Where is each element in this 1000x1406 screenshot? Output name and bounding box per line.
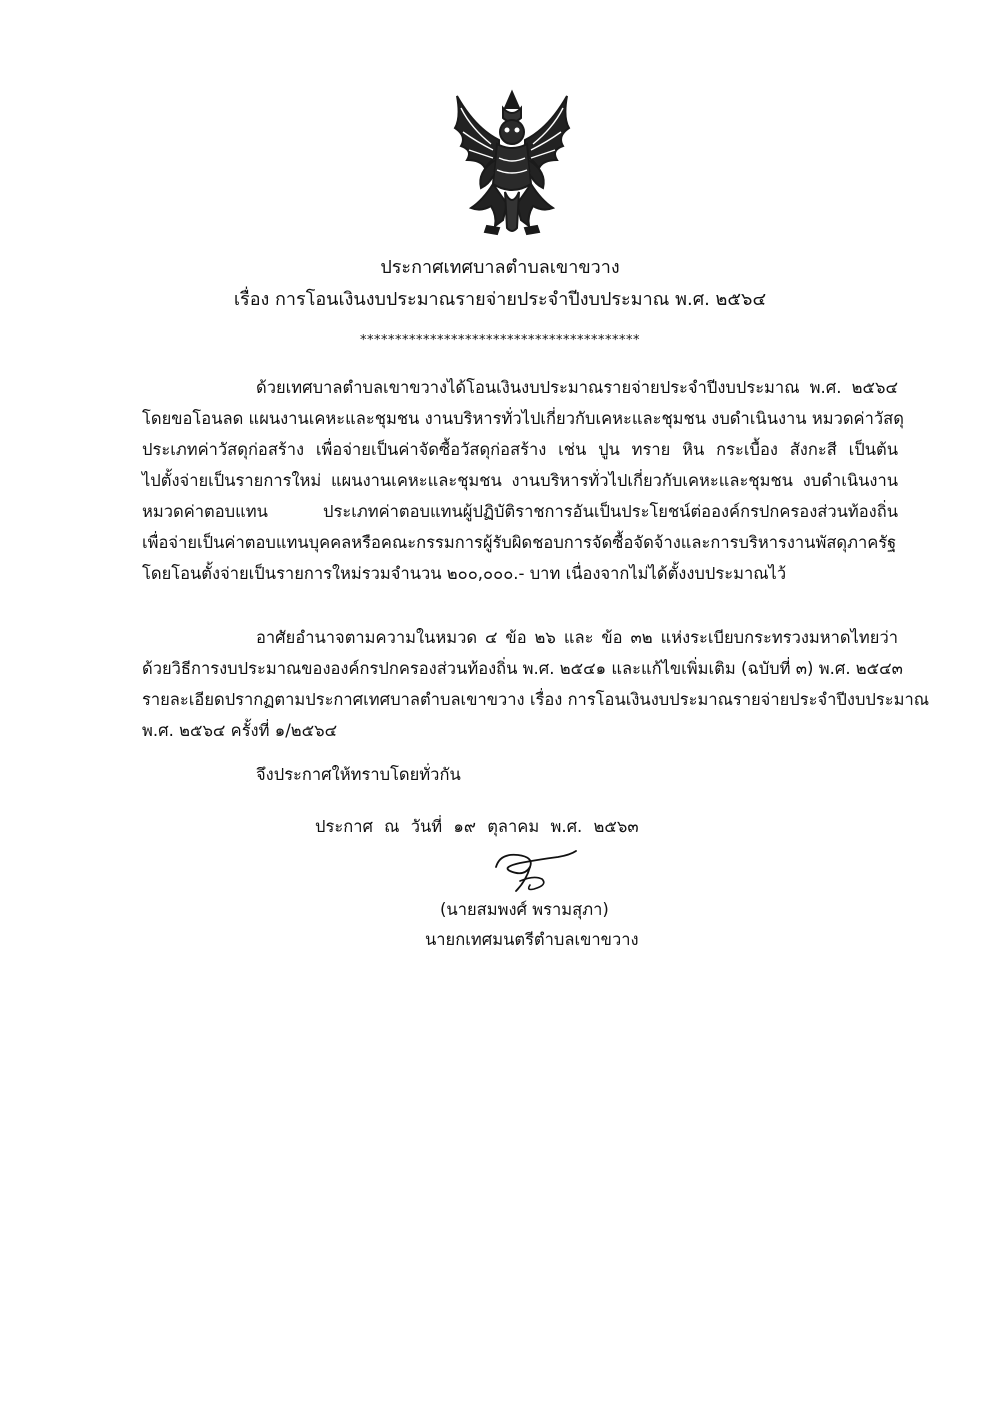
paragraph-line: รายละเอียดปรากฏตามประกาศเทศบาลตำบลเขาขวาง เรื่อง การโอนเงินงบประมาณรายจ่ายประจำปีงบประมาณ (142, 690, 930, 709)
body-paragraph-1 (142, 372, 904, 589)
paragraph-line: พ.ศ. ๒๕๖๔ ครั้งที่ ๑/๒๕๖๔ (142, 721, 338, 740)
paragraph-line: ประเภทค่าวัสดุก่อสร้าง เพื่อจ่ายเป็นค่าจัดซื้อวัสดุก่อสร้าง เช่น ปูน ทราย หิน กระเบื้อง สังกะสี เป็นต้น (142, 440, 898, 459)
paragraph-line: โดยขอโอนลด แผนงานเคหะและชุมชน งานบริหารทั่วไปเกี่ยวกับเคหะและชุมชน งบดำเนินงาน หมวดค่าวัสดุ (142, 409, 904, 428)
announcement-subject: เรื่อง การโอนเงินงบประมาณรายจ่ายประจำปีงบประมาณ พ.ศ. ๒๕๖๔ (233, 289, 767, 310)
announcement-date: ประกาศ ณ วันที่ ๑๙ ตุลาคม พ.ศ. ๒๕๖๓ (315, 817, 639, 836)
paragraph-line: เพื่อจ่ายเป็นค่าตอบแทนบุคคลหรือคณะกรรมการผู้รับผิดชอบการจัดซื้อจัดจ้างและการบริหารงานพัสดุภาครัฐ (142, 533, 897, 552)
separator-stars: **************************************** (360, 333, 640, 348)
signer-name: (นายสมพงศ์ พรามสุภา) (440, 900, 609, 919)
paragraph-line: หมวดค่าตอบแทน ประเภทค่าตอบแทนผู้ปฏิบัติราชการอันเป็นประโยชน์ต่อองค์กรปกครองส่วนท้องถิ่น (142, 502, 898, 521)
garuda-emblem-icon (447, 88, 577, 238)
handwritten-signature (490, 845, 580, 895)
paragraph-line: ด้วยวิธีการงบประมาณขององค์กรปกครองส่วนท้องถิ่น พ.ศ. ๒๕๔๑ และแก้ไขเพิ่มเติม (ฉบับที่ ๓) พ.ศ. ๒๕๔๓ (142, 659, 903, 678)
closing-statement: จึงประกาศให้ทราบโดยทั่วกัน (256, 765, 461, 784)
paragraph-line: อาศัยอำนาจตามความในหมวด ๔ ข้อ ๒๖ และ ข้อ ๓๒ แห่งระเบียบกระทรวงมหาดไทยว่า (256, 628, 898, 647)
paragraph-line: โดยโอนตั้งจ่ายเป็นรายการใหม่รวมจำนวน ๒๐๐,๐๐๐.- บาท เนื่องจากไม่ได้ตั้งงบประมาณไว้ (142, 564, 787, 583)
signer-position: นายกเทศมนตรีตำบลเขาขวาง (425, 930, 639, 949)
announcement-org-title: ประกาศเทศบาลตำบลเขาขวาง (380, 257, 620, 278)
paragraph-line: ไปตั้งจ่ายเป็นรายการใหม่ แผนงานเคหะและชุมชน งานบริหารทั่วไปเกี่ยวกับเคหะและชุมชน งบดำเนินงาน (142, 471, 898, 490)
body-paragraph-2 (142, 622, 930, 746)
paragraph-line: ด้วยเทศบาลตำบลเขาขวางได้โอนเงินงบประมาณรายจ่ายประจำปีงบประมาณ พ.ศ. ๒๕๖๔ (256, 378, 898, 397)
